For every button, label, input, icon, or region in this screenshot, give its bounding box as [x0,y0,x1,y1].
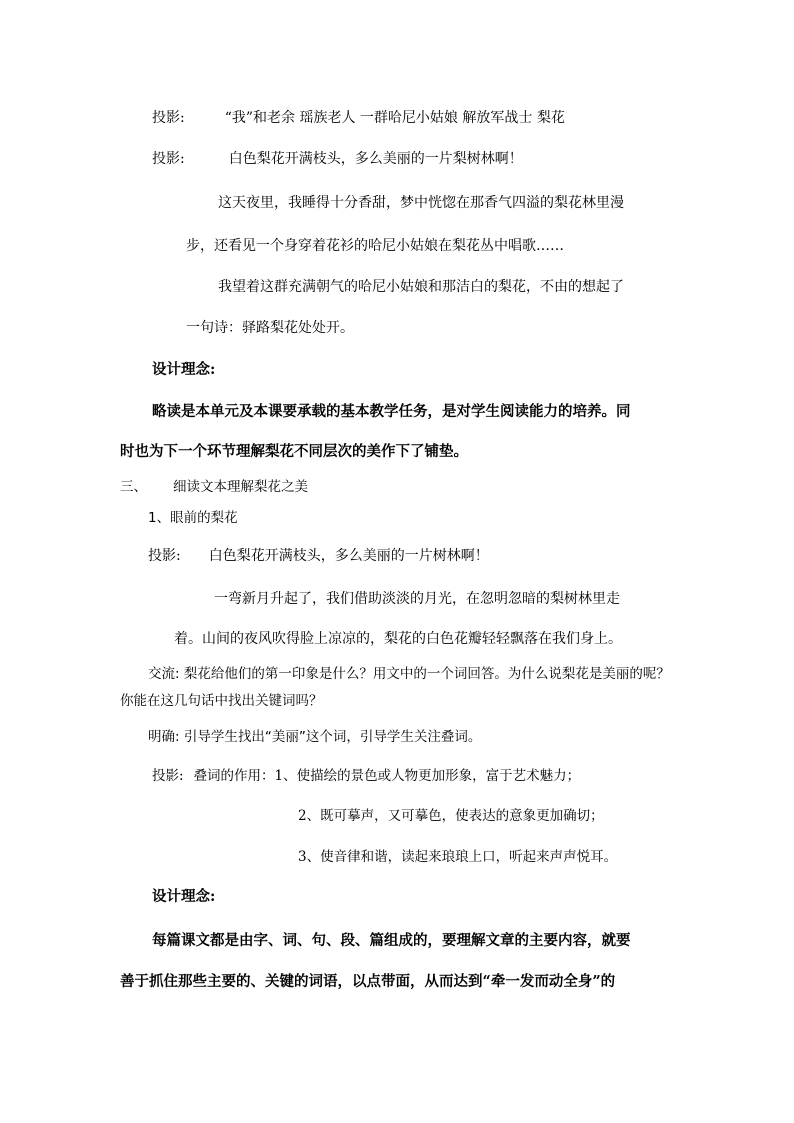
projection-label: 投影: [152,151,185,167]
paragraph-line: 略读是本单元及本课要承载的基本教学任务，是对学生阅读能力的培养。同 [152,403,631,420]
section-title: 细读文本理解梨花之美 [173,479,308,495]
projection-text: 白色梨花开满枝头，多么美丽的一片树林啊！ [208,548,489,564]
paragraph-line: 一句诗：驿路梨花处处开。 [186,320,354,336]
paragraph-line: 时也为下一个环节理解梨花不同层次的美作下了铺垫。 [120,443,468,460]
section-heading [120,481,308,495]
projection-text: “我”和老余 瑶族老人 一群哈尼小姑娘 解放军战士 梨花 [224,110,565,126]
exchange-question: 你能在这几句话中找出关键词吗？ [120,693,323,709]
list-item: 2、既可摹声，又可摹色，使表达的意象更加确切； [298,808,604,824]
text-line [148,549,489,563]
exchange-question: 交流: 梨花给他们的第一印象是什么？用文中的一个词回答。为什么说梨花是美丽的呢？ [148,666,670,682]
paragraph-line: 每篇课文都是由字、词、句、段、篇组成的，要理解文章的主要内容，就要 [152,932,631,949]
paragraph-line: 我望着这群充满朝气的哈尼小姑娘和那洁白的梨花，不由的想起了 [218,279,624,295]
paragraph-line: 这天夜里，我睡得十分香甜，梦中恍惚在那香气四溢的梨花林里漫 [218,195,624,211]
text-line [152,111,565,125]
paragraph-line: 步，还看见一个身穿着花衫的哈尼小姑娘在梨花丛中唱歌…… [186,238,564,254]
section-number: 三、 [120,479,147,495]
projection-label: 投影: [152,768,184,784]
paragraph-line: 一弯新月升起了，我们借助淡淡的月光，在忽明忽暗的梨树林里走 [214,591,620,607]
design-concept-heading: 设计理念: [152,361,216,378]
clarification: 明确: 引导学生找出“美丽”这个词，引导学生关注叠词。 [148,729,482,745]
design-concept-heading: 设计理念: [152,888,216,905]
text-line [152,770,580,784]
list-item: 3、使音律和谐，读起来琅琅上口，听起来声声悦耳。 [298,849,618,865]
projection-label: 投影: [148,548,181,564]
paragraph-line: 着。山间的夜风吹得脸上凉凉的，梨花的白色花瓣轻轻飘落在我们身上。 [174,631,622,647]
projection-text: 白色梨花开满枝头，多么美丽的一片梨树林啊！ [228,151,523,167]
text-line [152,152,523,166]
projection-label: 投影: [152,110,185,126]
projection-text: 叠词的作用：1、使描绘的景色或人物更加形象，富于艺术魅力； [193,768,581,784]
paragraph-line: 善于抓住那些主要的、关键的词语，以点带面，从而达到“牵一发而动全身”的 [120,973,616,990]
subsection-heading: 1、眼前的梨花 [148,510,238,526]
